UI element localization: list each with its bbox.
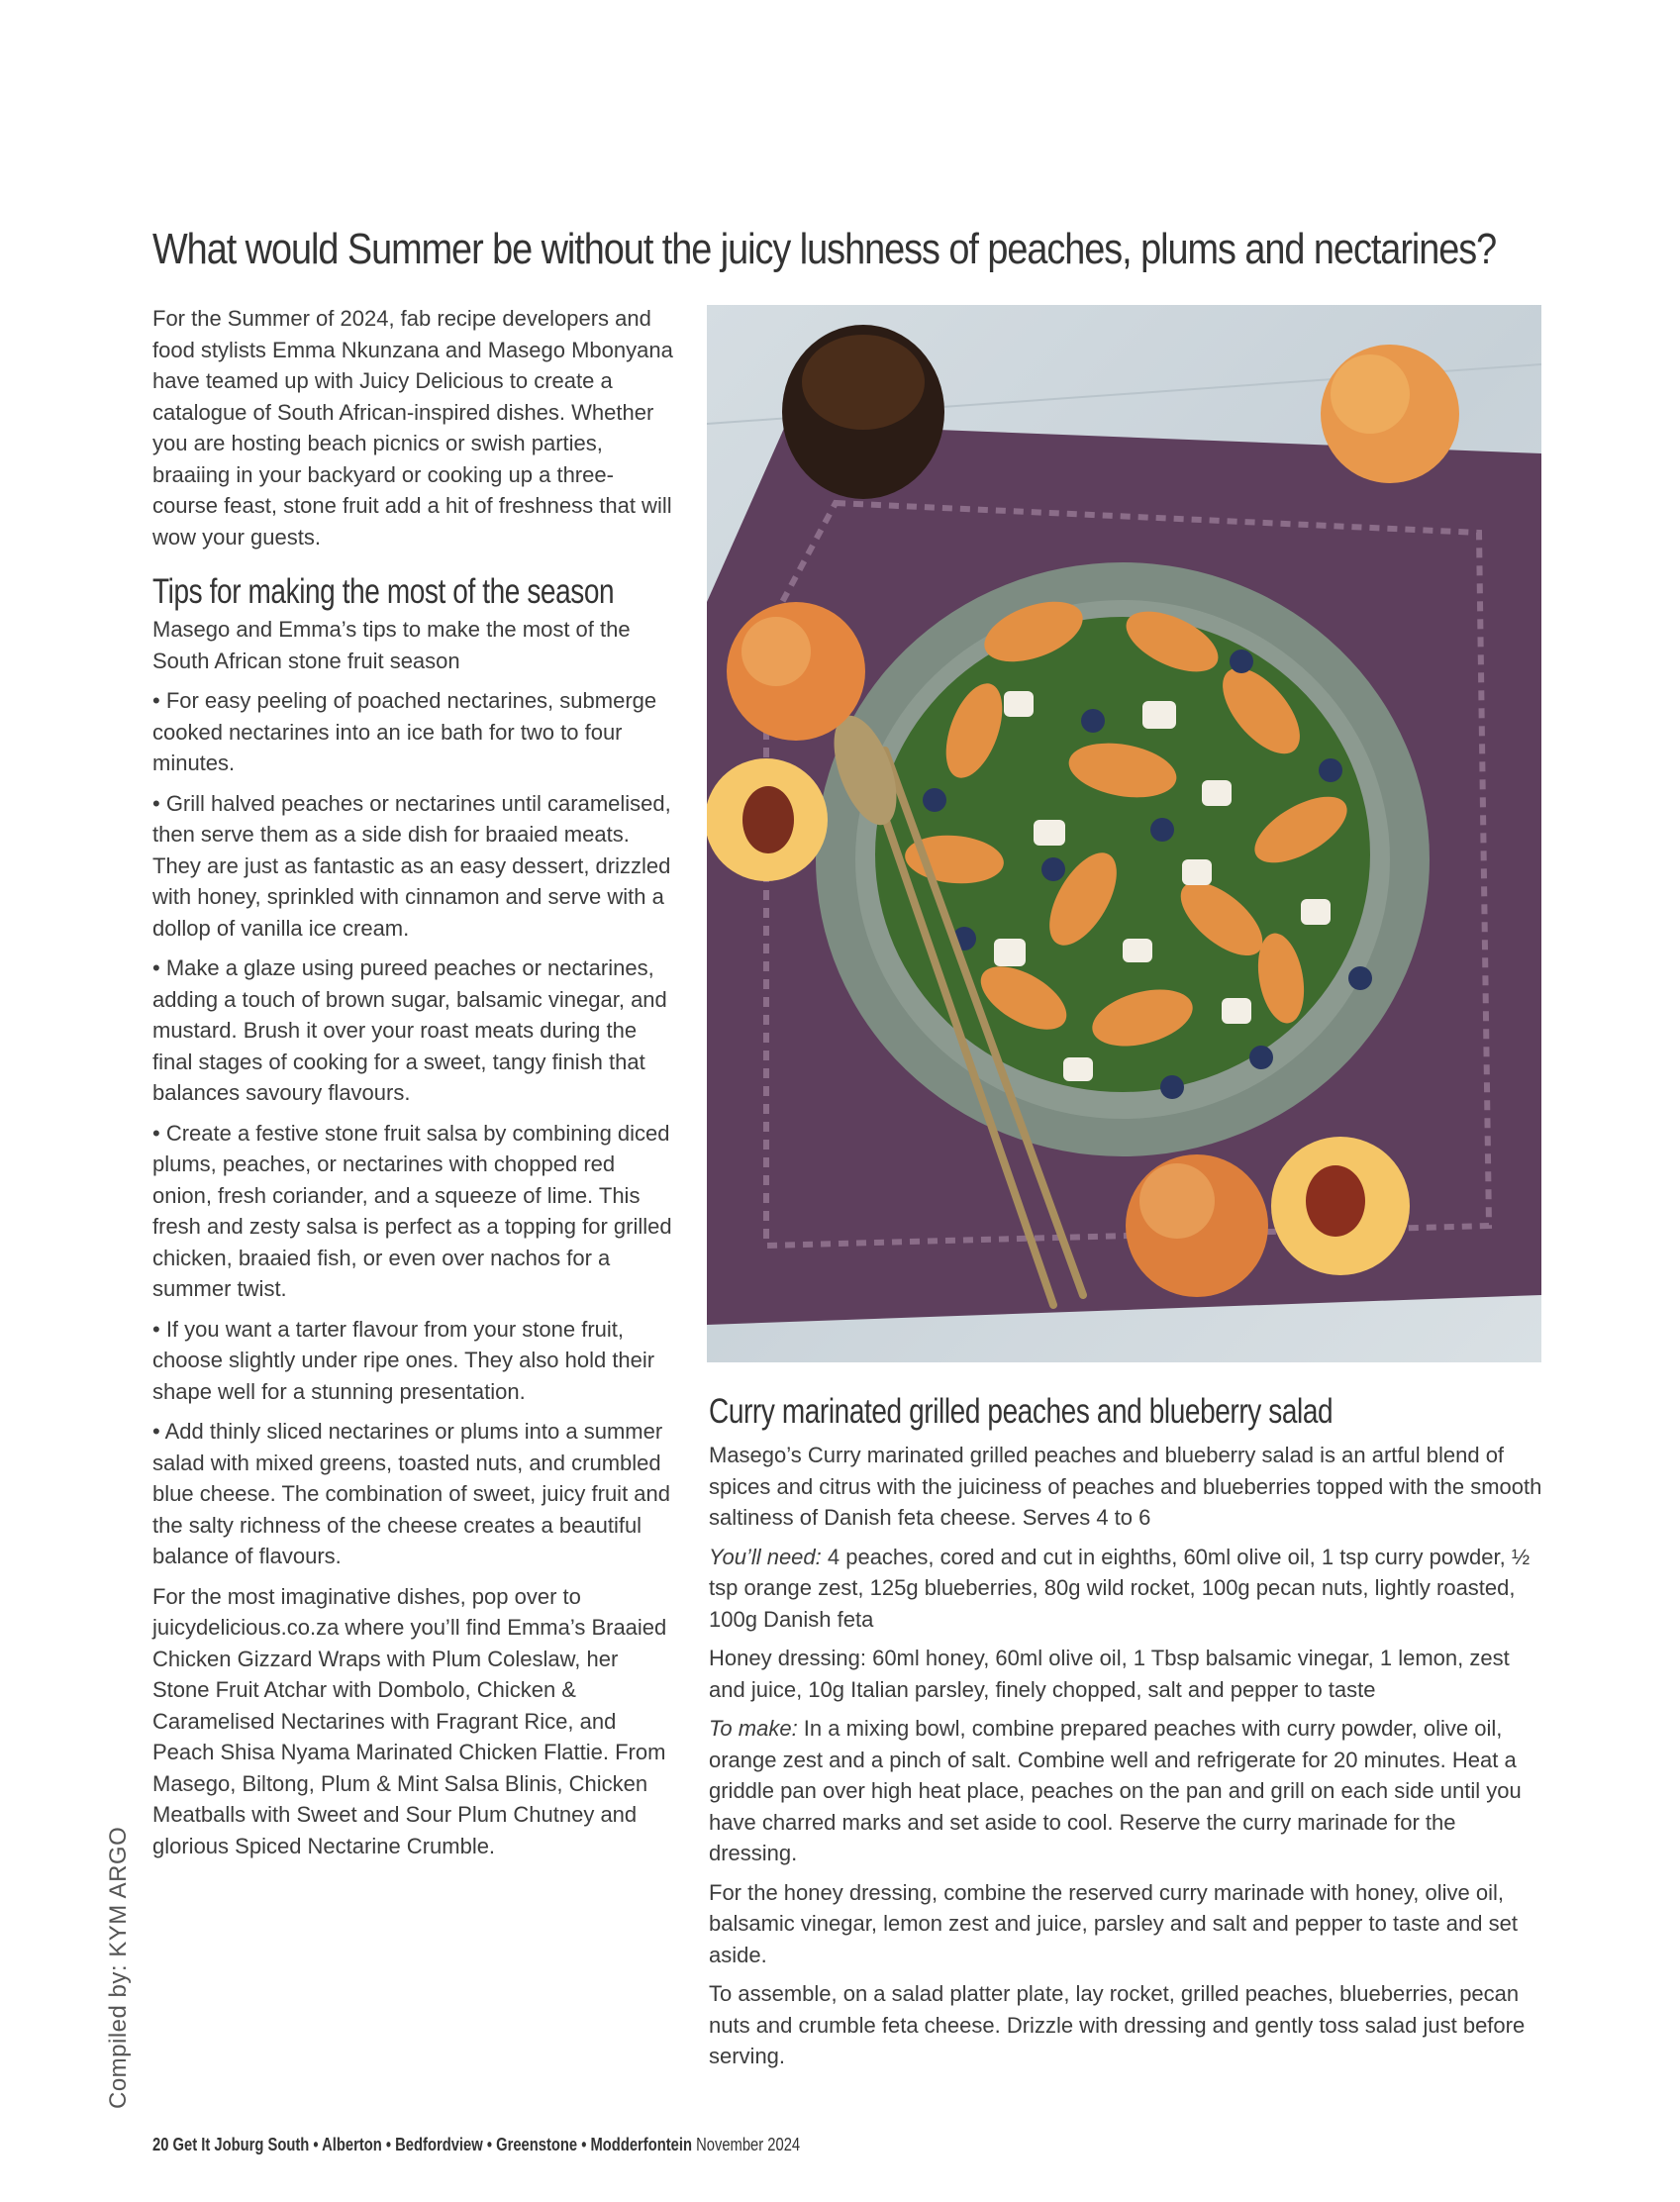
tip-item: • Make a glaze using pureed peaches or nectarines, adding a touch of brown sugar, balsamic vinegar, and mustard. Brush it over your roast meats during the final stages of cooking for a sweet, tangy finish that balances savoury flavours. xyxy=(152,955,667,1105)
tips-intro: Masego and Emma’s tips to make the most of the South African stone fruit season xyxy=(152,617,631,673)
page-footer xyxy=(152,2133,800,2156)
recipe-column xyxy=(709,1390,1546,2080)
salad-photo-illustration xyxy=(707,305,1541,1362)
recipe-ingredients xyxy=(709,1542,1546,1636)
tip-item: • Grill halved peaches or nectarines until caramelised, then serve them as a side dish for braaied meats. They are just as fantastic as an easy dessert, drizzled with honey, sprinkled with cinnamon and serve with a dollop of vanilla ice cream. xyxy=(152,790,671,941)
tip-item: • Add thinly sliced nectarines or plums into a summer salad with mixed greens, toasted nuts, and crumbled blue cheese. The combination of sweet, juicy fruit and the salty richness of the cheese creates a beautiful balance of flavours. xyxy=(152,1419,671,1568)
left-column xyxy=(152,303,677,1870)
tip-item: • If you want a tarter flavour from your stone fruit, choose slightly under ripe ones. They also hold their shape well for a stunning presentation. xyxy=(152,1316,655,1404)
closing-paragraph: For the most imaginative dishes, pop over to juicydelicious.co.za where you’ll find Emma’s Braaied Chicken Gizzard Wraps with Plum Coleslaw, her Stone Fruit Atchar with Dombolo, Chicken & Caramelised Nectarines with Fragrant Rice, and Peach Shisa Nyama Marinated Chicken Flattie. From Masego, Biltong, Plum & Mint Salsa Blinis, Chicken Meatballs with Sweet and Sour Plum Chutney and glorious Spiced Nectarine Crumble. xyxy=(152,1583,667,1858)
ingredients-label: You’ll need: xyxy=(709,1544,822,1569)
method-text: In a mixing bowl, combine prepared peaches with curry powder, olive oil, orange zest and a pinch of salt. Combine well and refrigerate for 20 minutes. Heat a griddle pan over high heat place, peaches on the pan and grill on each side until you have charred marks and set aside to cool. Reserve the curry marinade for the dressing. xyxy=(709,1716,1522,1865)
tip-item: • For easy peeling of poached nectarines, submerge cooked nectarines into an ice bath for two to four minutes. xyxy=(152,688,657,775)
recipe-method xyxy=(709,1713,1546,1869)
salad-photo xyxy=(707,305,1541,1362)
page-number: 20 xyxy=(152,2135,169,2154)
ingredients-text: 4 peaches, cored and cut in eighths, 60ml olive oil, 1 tsp curry powder, ½ tsp orange zest, 125g blueberries, 80g wild rocket, 100g pecan nuts, lightly roasted, 100g Danish feta xyxy=(709,1544,1531,1632)
recipe-intro: Masego’s Curry marinated grilled peaches and blueberry salad is an artful blend of spices and citrus with the juiciness of peaches and blueberries topped with the smooth saltiness of Danish feta cheese. Serves 4 to 6 xyxy=(709,1443,1542,1530)
photo-credit: Compiled by: KYM ARGO xyxy=(105,1826,132,2109)
intro-paragraph: For the Summer of 2024, fab recipe developers and food stylists Emma Nkunzana and Masego Mbonyana have teamed up with Juicy Delicious to create a catalogue of South African-inspired dishes. Whether you are hosting beach picnics or swish parties, braaiing in your backyard or cooking up a three-course feast, stone fruit add a hit of freshness that will wow your guests. xyxy=(152,306,673,550)
tip-item: • Create a festive stone fruit salsa by combining diced plums, peaches, or nectarines with chopped red onion, fresh coriander, and a squeeze of lime. This fresh and zesty salsa is perfect as a topping for grilled chicken, braaied fish, or even over nachos for a summer twist. xyxy=(152,1120,672,1301)
method-label: To make: xyxy=(709,1716,798,1741)
headline: What would Summer be without the juicy lushness of peaches, plums and nectarines? xyxy=(152,225,1497,273)
tips-heading: Tips for making the most of the season xyxy=(152,572,615,611)
recipe-honey-step: For the honey dressing, combine the reserved curry marinade with honey, olive oil, balsamic vinegar, lemon zest and juice, parsley and salt and pepper to taste and set aside. xyxy=(709,1879,1518,1967)
recipe-dressing: Honey dressing: 60ml honey, 60ml olive oil, 1 Tbsp balsamic vinegar, 1 lemon, zest and juice, 10g Italian parsley, finely chopped, salt and pepper to taste xyxy=(709,1646,1510,1702)
publication-name: Get It Joburg South • Alberton • Bedfordview • Greenstone • Modderfontein xyxy=(172,2135,692,2154)
recipe-assemble-step: To assemble, on a salad platter plate, lay rocket, grilled peaches, blueberries, pecan nuts and crumble feta cheese. Drizzle with dressing and gently toss salad just before serving. xyxy=(709,1981,1526,2068)
recipe-title: Curry marinated grilled peaches and blueberry salad xyxy=(709,1392,1334,1431)
issue-date: November 2024 xyxy=(696,2135,801,2154)
